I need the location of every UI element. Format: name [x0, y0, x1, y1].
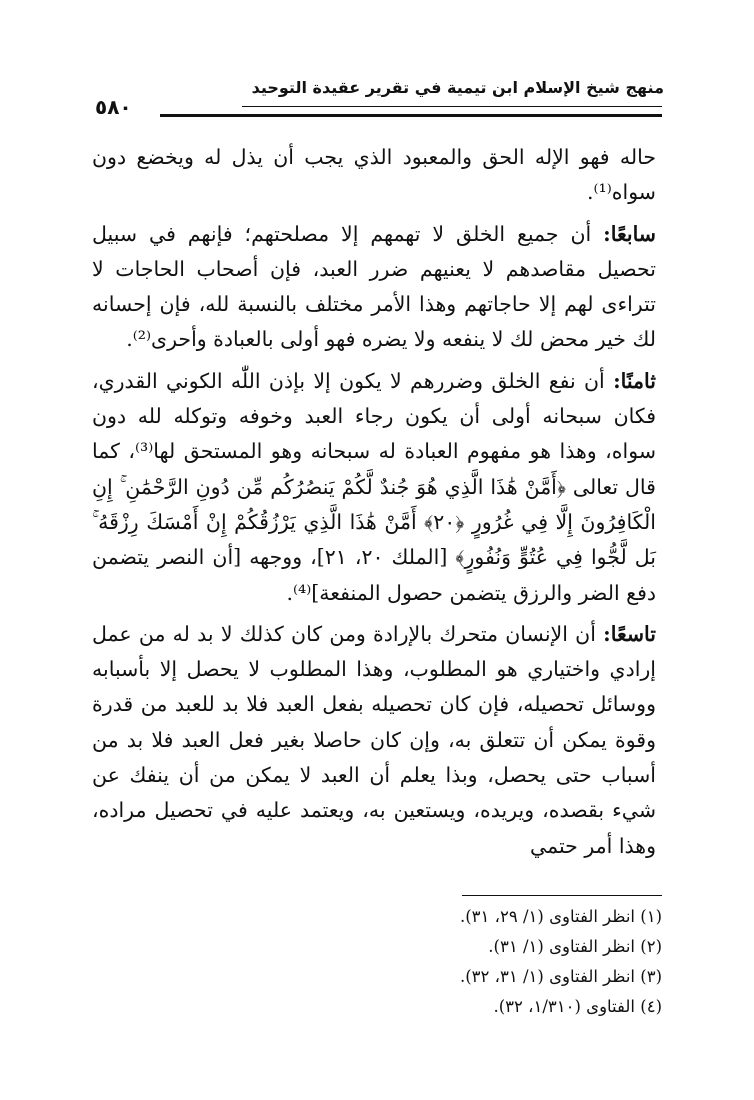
paragraph-1-text: حاله فهو الإله الحق والمعبود الذي يجب أن يذل له ويخضع دون سواه⁽¹⁾.	[92, 145, 656, 205]
footnote: (٣) انظر الفتاوى (١/ ٣١، ٣٢).	[459, 967, 662, 986]
paragraph-eighth	[92, 364, 656, 611]
paragraph-text: ، ووجهه [أن النصر يتضمن دفع الضر والرزق يتضمن حصول المنفعة]⁽⁴⁾.	[92, 545, 656, 605]
paragraph-text: أن نفع الخلق وضررهم لا يكون إلا بإذن اللّٰه الكوني القدري، فكان سبحانه أولى أن يكون رجاء العبد وخوفه وتوكله لله دون سواه، وهذا هو مفهوم العبادة له سبحانه وهو المستحق لها⁽³⁾، كما قال تعالى	[92, 368, 656, 499]
quran-verse: ﴿أَمَّنْ هَٰذَا الَّذِي هُوَ جُندٌ لَّكُمْ يَنصُرُكُم مِّن دُونِ الرَّحْمَٰنِ ۚ إِنِ الْكَافِرُونَ إِلَّا فِي غُرُورٍ ﴿٢٠﴾ أَمَّنْ هَٰذَا الَّذِي يَرْزُقُكُمْ إِنْ أَمْسَكَ رِزْقَهُ ۚ بَل لَّجُّوا فِي عُتُوٍّ وَنُفُورٍ﴾	[92, 474, 656, 570]
footnote-separator	[462, 895, 662, 896]
paragraph-lead: ثامنًا:	[613, 368, 656, 393]
header-rule-thick	[242, 114, 662, 117]
paragraph-ninth	[92, 617, 656, 864]
footnote: (١) انظر الفتاوى (١/ ٢٩، ٣١).	[459, 907, 662, 926]
verse-reference: [الملك ٢٠، ٢١]	[316, 545, 456, 570]
paragraph-seventh	[92, 217, 656, 358]
header-rule-thin	[242, 106, 662, 107]
paragraph-text: أن جميع الخلق لا تهمهم إلا مصلحتهم؛ فإنهم في سبيل تحصيل مقاصدهم لا يعنيهم ضرر العبد، فإن أصحاب الحاجات لا تتراءى لهم إلا حاجاتهم وهذا الأمر مختلف بالنسبة لله، فإن إحسانه لك خير محض لك لا ينفعه ولا يضره فهو أولى بالعبادة وأحرى⁽²⁾.	[92, 221, 656, 352]
footnote: (٢) انظر الفتاوى (١/ ٣١).	[488, 937, 662, 956]
paragraph-lead: تاسعًا:	[603, 621, 656, 646]
paragraph-1	[92, 140, 656, 211]
paragraph-text: أن الإنسان متحرك بالإرادة ومن كان كذلك لا بد له من عمل إرادي واختياري هو المطلوب، وهذا المطلوب لا يحصل إلا بأسبابه ووسائل تحصيله، فإن كان تحصيله بفعل العبد فلا بد للعبد من قدرة وقوة يمكن أن تتعلق به، وإن كان حاصلا بغير فعل العبد فلا بد من أسباب حتى يحصل، وبذا يعلم أن العبد لا يمكن من أن ينفك عن شيء بقصده، ويريده، ويستعين به، ويعتمد عليه في تحصيل مراده، وهذا أمر حتمي	[92, 621, 656, 858]
footnotes	[102, 902, 662, 1022]
header-rule-left	[160, 114, 265, 117]
main-text	[92, 140, 656, 870]
paragraph-lead: سابعًا:	[603, 221, 656, 246]
running-title: منهج شيخ الإسلام ابن تيمية في تقرير عقيدة التوحيد	[251, 78, 664, 97]
page-number: ٥٨٠	[95, 95, 132, 119]
footnote: (٤) الفتاوى (١/٣١٠، ٣٢).	[493, 997, 662, 1016]
